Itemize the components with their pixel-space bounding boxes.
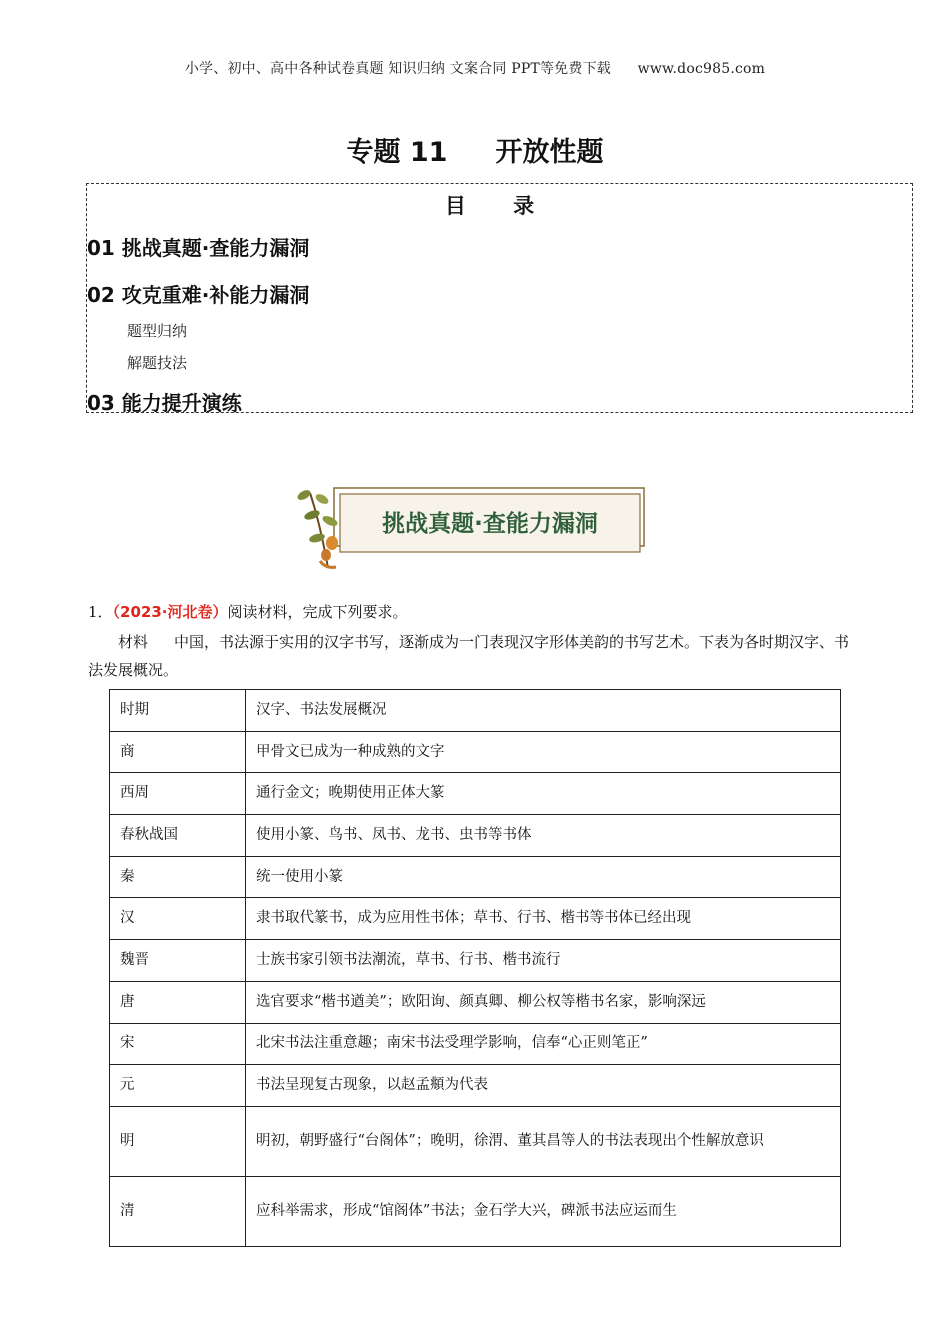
table-row bbox=[110, 1023, 841, 1065]
table-header-row bbox=[110, 690, 841, 732]
table-cell-period: 明 bbox=[110, 1106, 246, 1176]
table-cell-period: 秦 bbox=[110, 856, 246, 898]
table-cell-overview: 选官要求“楷书遒美”；欧阳询、颜真卿、柳公权等楷书名家，影响深远 bbox=[246, 981, 841, 1023]
table-cell-overview: 隶书取代篆书，成为应用性书体；草书、行书、楷书等书体已经出现 bbox=[246, 898, 841, 940]
toc-item-03[interactable]: 03 能力提升演练 bbox=[87, 391, 242, 415]
table-row bbox=[110, 856, 841, 898]
table-cell-overview: 书法呈现复古现象，以赵孟頫为代表 bbox=[246, 1065, 841, 1107]
table-cell-period: 西周 bbox=[110, 773, 246, 815]
question-prompt: 阅读材料，完成下列要求。 bbox=[227, 603, 408, 621]
table-row bbox=[110, 1065, 841, 1107]
table-row bbox=[110, 1176, 841, 1246]
table-cell-period: 商 bbox=[110, 731, 246, 773]
toc-item-01[interactable]: 01 挑战真题·查能力漏洞 bbox=[87, 236, 310, 260]
question-header bbox=[88, 601, 408, 622]
banner-text: 挑战真题·查能力漏洞 bbox=[382, 511, 598, 537]
table-cell-period: 宋 bbox=[110, 1023, 246, 1065]
question-number: 1． bbox=[88, 603, 113, 621]
table-header-period: 时期 bbox=[110, 690, 246, 732]
table-cell-overview: 统一使用小篆 bbox=[246, 856, 841, 898]
section-banner bbox=[290, 483, 650, 575]
toc-heading: 目 录 bbox=[444, 194, 555, 218]
table-cell-overview: 甲骨文已成为一种成熟的文字 bbox=[246, 731, 841, 773]
history-table bbox=[109, 689, 841, 1247]
table-row bbox=[110, 731, 841, 773]
header-tagline: 小学、初中、高中各种试卷真题 知识归纳 文案合同 PPT等免费下载 bbox=[184, 61, 611, 77]
table-of-contents bbox=[86, 183, 913, 413]
table-row bbox=[110, 981, 841, 1023]
table-cell-period: 魏晋 bbox=[110, 940, 246, 982]
page-header bbox=[0, 58, 950, 78]
table-cell-period: 汉 bbox=[110, 898, 246, 940]
table-cell-overview: 通行金文；晚期使用正体大篆 bbox=[246, 773, 841, 815]
material-label: 材料 bbox=[118, 633, 149, 651]
table-cell-overview: 使用小篆、鸟书、凤书、龙书、虫书等书体 bbox=[246, 815, 841, 857]
toc-subitem-types[interactable]: 题型归纳 bbox=[127, 322, 188, 340]
title-prefix: 专题 11 bbox=[346, 137, 448, 168]
table-row bbox=[110, 773, 841, 815]
table-row bbox=[110, 898, 841, 940]
table-cell-period: 清 bbox=[110, 1176, 246, 1246]
table-row bbox=[110, 1106, 841, 1176]
header-url[interactable]: www.doc985.com bbox=[637, 61, 766, 77]
table-header-overview: 汉字、书法发展概况 bbox=[246, 690, 841, 732]
table-cell-overview: 应科举需求，形成“馆阁体”书法；金石学大兴，碑派书法应运而生 bbox=[246, 1176, 841, 1246]
table-cell-overview: 北宋书法注重意趣；南宋书法受理学影响，信奉“心正则笔正” bbox=[246, 1023, 841, 1065]
document-title bbox=[0, 130, 950, 169]
table-cell-overview: 明初，朝野盛行“台阁体”；晚明，徐渭、董其昌等人的书法表现出个性解放意识 bbox=[246, 1106, 841, 1176]
material-paragraph bbox=[88, 628, 863, 684]
title-name: 开放性题 bbox=[495, 137, 604, 168]
question-source: （2023·河北卷） bbox=[112, 603, 228, 621]
toc-item-02[interactable]: 02 攻克重难·补能力漏洞 bbox=[87, 283, 310, 307]
table-cell-period: 元 bbox=[110, 1065, 246, 1107]
table-cell-overview: 士族书家引领书法潮流，草书、行书、楷书流行 bbox=[246, 940, 841, 982]
leaf-sprig-icon bbox=[296, 488, 339, 568]
toc-subitem-techniques[interactable]: 解题技法 bbox=[127, 354, 188, 372]
material-text: 中国，书法源于实用的汉字书写，逐渐成为一门表现汉字形体美韵的书写艺术。下表为各时期汉字、书法发展概况。 bbox=[88, 633, 850, 679]
banner-graphic bbox=[290, 483, 650, 575]
table-row bbox=[110, 940, 841, 982]
table-row bbox=[110, 815, 841, 857]
table-cell-period: 唐 bbox=[110, 981, 246, 1023]
table-cell-period: 春秋战国 bbox=[110, 815, 246, 857]
